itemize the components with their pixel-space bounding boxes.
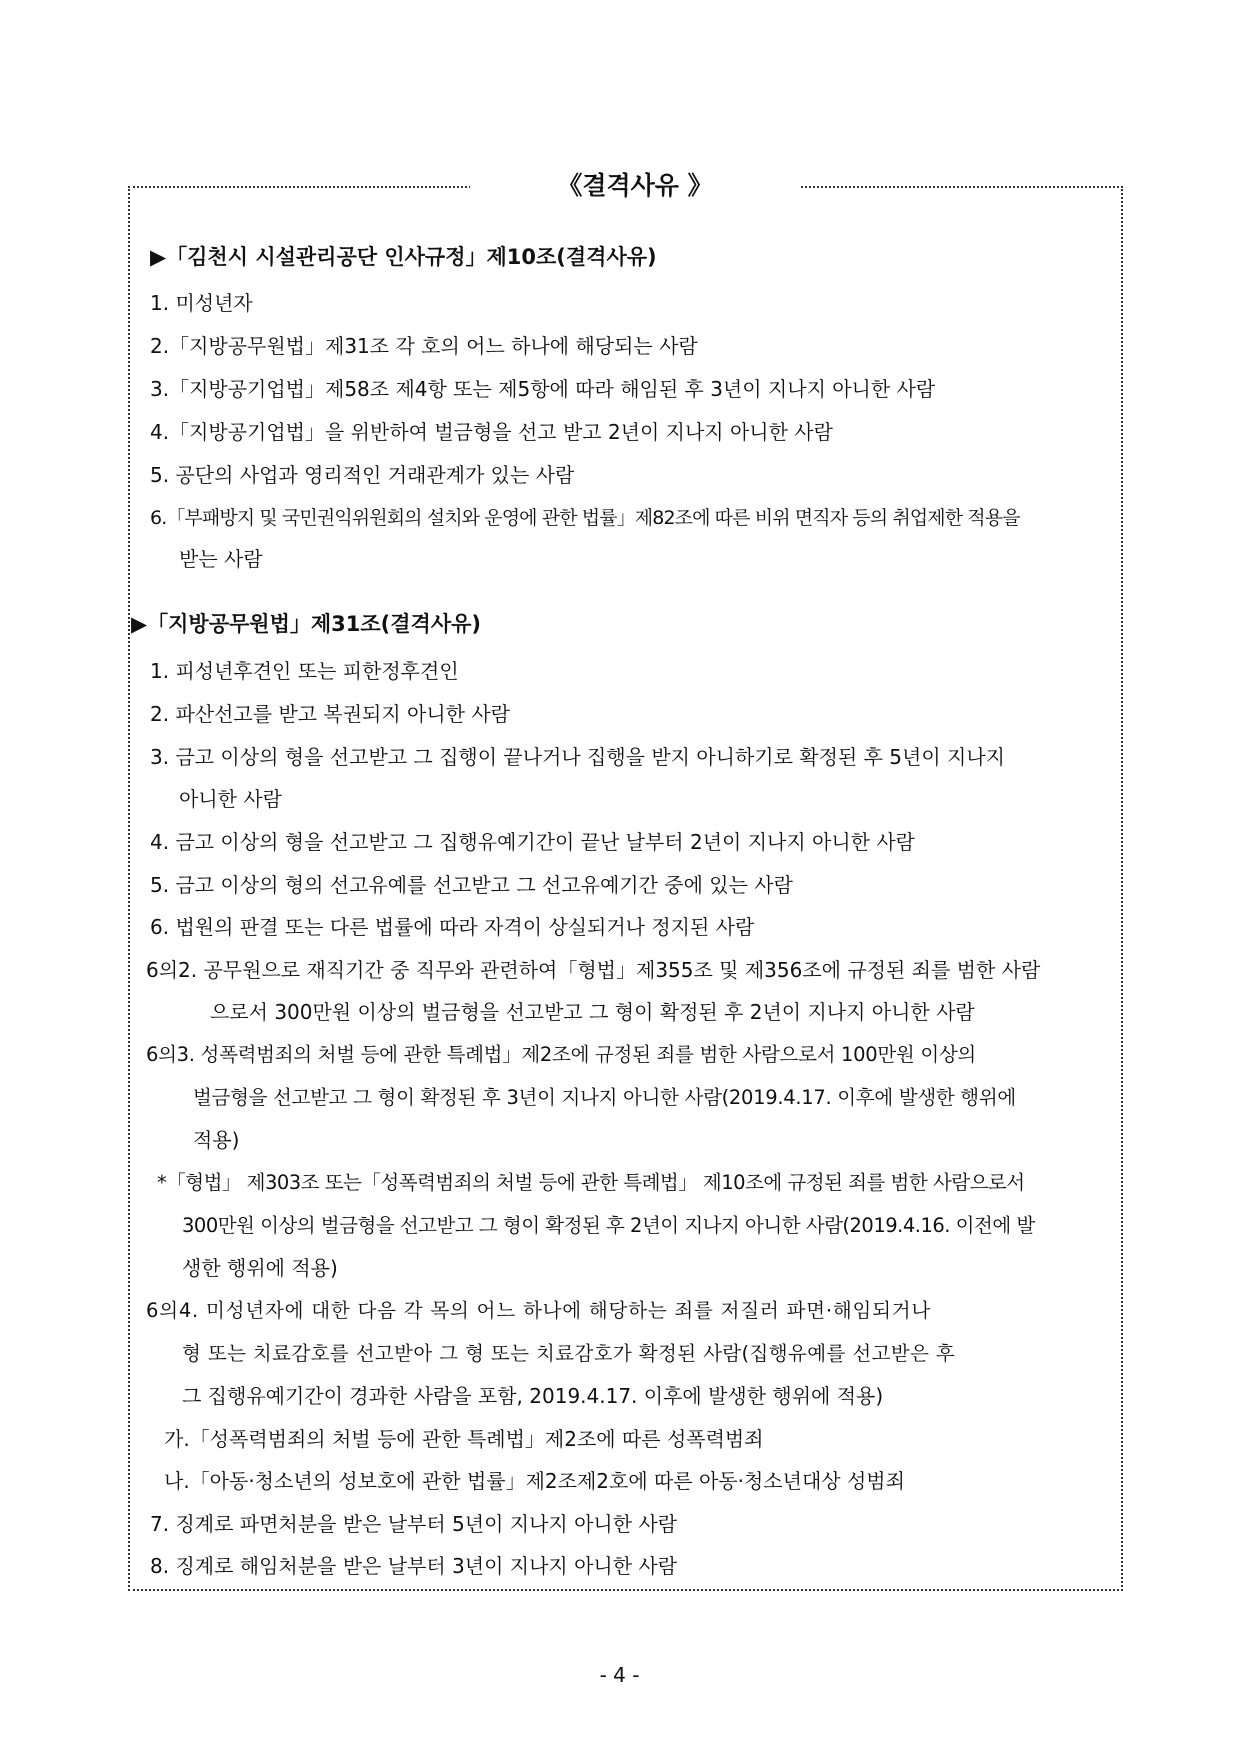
list-item-continuation: 으로서 300만원 이상의 벌금형을 선고받고 그 형이 확정된 후 2년이 지나지 아니한 사람: [210, 1000, 975, 1024]
list-item: 6의2. 공무원으로 재직기간 중 직무와 관련하여「형법」제355조 및 제356조에 규정된 죄를 범한 사람: [146, 958, 1041, 982]
list-item: 7. 징계로 파면처분을 받은 날부터 5년이 지나지 아니한 사람: [150, 1512, 678, 1536]
list-item-continuation: 적용): [193, 1128, 240, 1152]
list-item: 2.「지방공무원법」제31조 각 호의 어느 하나에 해당되는 사람: [150, 334, 698, 358]
list-item: 6의4. 미성년자에 대한 다음 각 목의 어느 하나에 해당하는 죄를 저질러 파면·해임되거나: [146, 1299, 932, 1322]
list-subitem: 가.「성폭력범죄의 처벌 등에 관한 특례법」제2조에 따른 성폭력범죄: [164, 1427, 764, 1451]
list-item: 8. 징계로 해임처분을 받은 날부터 3년이 지나지 아니한 사람: [150, 1554, 678, 1578]
list-item-continuation: 생한 행위에 적용): [182, 1256, 338, 1280]
list-item: 1. 미성년자: [150, 291, 253, 315]
list-item-continuation: 아니한 사람: [179, 787, 282, 811]
section2-heading: ▶「지방공무원법」제31조(결격사유): [131, 612, 481, 636]
list-subitem: 나.「아동·청소년의 성보호에 관한 법률」제2조제2호에 따른 아동·청소년대상 성범죄: [164, 1469, 905, 1493]
list-item: 6.「부패방지 및 국민권익위원회의 설치와 운영에 관한 법률」제82조에 따른 비위 면직자 등의 취업제한 적용을: [150, 507, 1020, 529]
list-item: 2. 파산선고를 받고 복권되지 아니한 사람: [150, 702, 510, 726]
list-item: 4. 금고 이상의 형을 선고받고 그 집행유예기간이 끝난 날부터 2년이 지나지 아니한 사람: [150, 830, 915, 854]
list-item: 1. 피성년후견인 또는 피한정후견인: [150, 659, 459, 683]
list-item: *「형법」 제303조 또는「성폭력범죄의 처벌 등에 관한 특례법」 제10조에 규정된 죄를 범한 사람으로서: [157, 1171, 1025, 1194]
list-item: 3.「지방공기업법」제58조 제4항 또는 제5항에 따라 해임된 후 3년이 지나지 아니한 사람: [150, 377, 936, 401]
list-item-continuation: 그 집행유예기간이 경과한 사람을 포함, 2019.4.17. 이후에 발생한 행위에 적용): [182, 1384, 884, 1408]
page-number: - 4 -: [599, 1663, 640, 1687]
list-item: 6. 법원의 판결 또는 다른 법률에 따라 자격이 상실되거나 정지된 사람: [150, 915, 755, 939]
list-item-continuation: 받는 사람: [179, 547, 263, 571]
list-item-continuation: 벌금형을 선고받고 그 형이 확정된 후 3년이 지나지 아니한 사람(2019.4.17. 이후에 발생한 행위에: [193, 1086, 1016, 1109]
list-item-continuation: 형 또는 치료감호를 선고받아 그 형 또는 치료감호가 확정된 사람(집행유예를 선고받은 후: [182, 1342, 956, 1365]
section1-heading: ▶「김천시 시설관리공단 인사규정」제10조(결격사유): [150, 245, 657, 269]
list-item: 4.「지방공기업법」을 위반하여 벌금형을 선고 받고 2년이 지나지 아니한 사람: [150, 420, 833, 444]
list-item: 6의3. 성폭력범죄의 처벌 등에 관한 특례법」제2조에 규정된 죄를 범한 사람으로서 100만원 이상의: [146, 1043, 976, 1066]
list-item: 5. 금고 이상의 형의 선고유예를 선고받고 그 선고유예기간 중에 있는 사람: [150, 873, 793, 897]
list-item: 5. 공단의 사업과 영리적인 거래관계가 있는 사람: [150, 463, 575, 487]
page-title: 《결격사유 》: [470, 166, 800, 206]
list-item-continuation: 300만원 이상의 벌금형을 선고받고 그 형이 확정된 후 2년이 지나지 아니한 사람(2019.4.16. 이전에 발: [182, 1214, 1035, 1237]
list-item: 3. 금고 이상의 형을 선고받고 그 집행이 끝나거나 집행을 받지 아니하기로 확정된 후 5년이 지나지: [150, 745, 1005, 769]
